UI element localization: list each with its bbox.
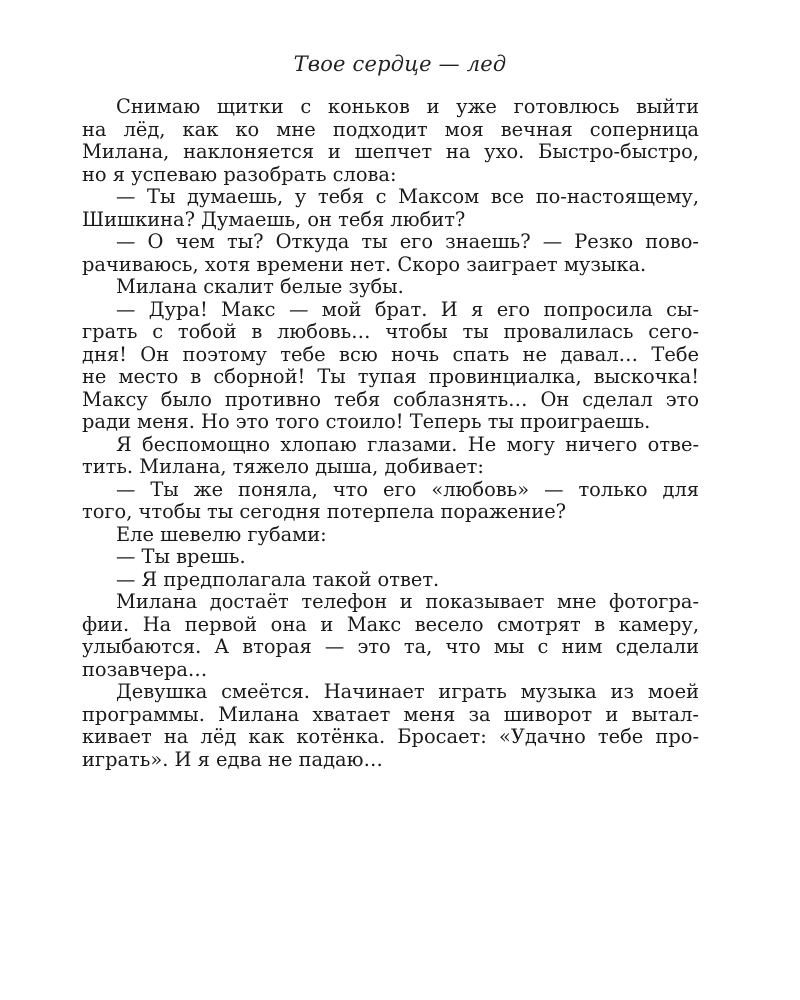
- text-line: — Ты же поняла, что его «любовь» — только для: [116, 477, 699, 501]
- text-line: Милана достаёт телефон и показывает мне фотогра-: [116, 590, 699, 613]
- text-line: Милана скалит белые зубы.: [116, 275, 404, 298]
- text-line: — Ты думаешь, у тебя с Максом все по-настоящему,: [116, 185, 699, 208]
- text-line: улыбаются. А вторая — это та, что мы с ним сделали: [82, 635, 699, 658]
- text-line: — Дура! Макс — мой брат. И я его попросила сы-: [116, 297, 699, 321]
- running-title: Твое сердце — лед: [293, 52, 507, 76]
- text-line: ради меня. Но это того стоило! Теперь ты проиграешь.: [82, 410, 651, 433]
- text-line: Девушка смеётся. Начинает играть музыка из моей: [116, 680, 699, 703]
- text-line: Еле шевелю губами:: [116, 522, 327, 546]
- text-line: рачиваюсь, хотя времени нет. Скоро заиграет музыка.: [82, 252, 647, 276]
- text-line: — Ты врешь.: [116, 545, 246, 568]
- text-line: Шишкина? Думаешь, он тебя любит?: [82, 207, 466, 231]
- text-line: играть». И я едва не падаю…: [82, 747, 383, 771]
- text-line: — Я предполагала такой ответ.: [116, 567, 440, 591]
- text-line: того, чтобы ты сегодня потерпела поражение?: [82, 500, 567, 523]
- text-line: фии. На первой она и Макс весело смотрят в камеру,: [82, 612, 699, 636]
- text-line: на лёд, как ко мне подходит моя вечная соперница: [82, 117, 699, 141]
- text-line: не место в сборной! Ты тупая провинциалка, выскочка!: [82, 365, 699, 388]
- text-line: кивает на лёд как котёнка. Бросает: «Удачно тебе про-: [82, 725, 699, 748]
- body-text: [82, 96, 699, 771]
- text-line: Максу было противно тебя соблазнять… Он сделал это: [82, 387, 699, 411]
- text-line: Милана, наклоняется и шепчет на ухо. Быстро-быстро,: [82, 140, 699, 163]
- text-line: грать с тобой в любовь… чтобы ты провалилась сего-: [82, 320, 699, 343]
- text-line: тить. Милана, тяжело дыша, добивает:: [82, 455, 484, 478]
- text-line: дня! Он поэтому тебе всю ночь спать не давал… Тебе: [82, 342, 699, 366]
- text-line: позавчера…: [82, 657, 208, 681]
- text-line: но я успеваю разобрать слова:: [82, 162, 397, 186]
- text-line: программы. Милана хватает меня за шиворот и вытал-: [82, 702, 699, 726]
- text-line: Я беспомощно хлопаю глазами. Не могу ничего отве-: [116, 432, 699, 456]
- text-line: Снимаю щитки с коньков и уже готовлюсь выйти: [116, 95, 699, 118]
- text-line: — О чем ты? Откуда ты его знаешь? — Резко пово-: [116, 230, 699, 253]
